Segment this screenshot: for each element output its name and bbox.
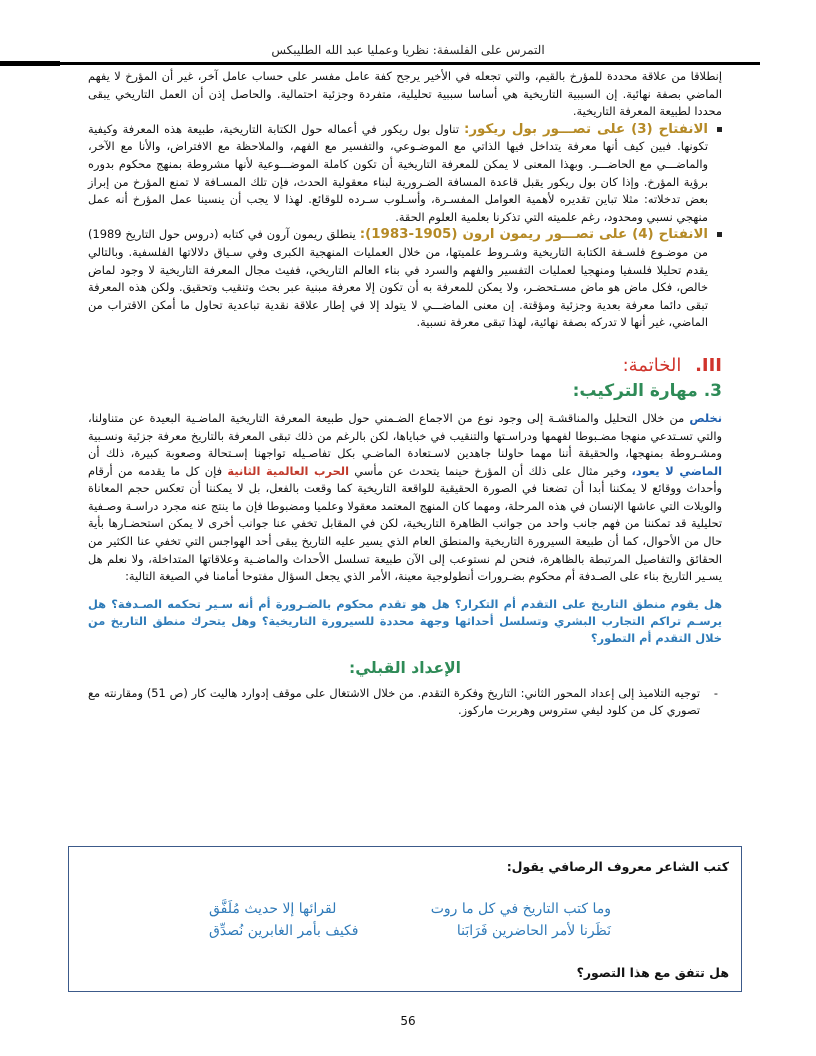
synthesis-skill-heading: 3. مهارة التركيب: [572, 380, 722, 401]
intro-paragraph: إنطلاقا من علاقة محددة للمؤرخ بالقيم، والتي تجعله في الأخير يرجح كفة عامل مفسر على حساب عامل آخر، غير أن المؤرخ لا يفهم الماضي بصفة نهائية. إن السببية التاريخية هي أساسا سببية تحليلية، متفردة وجزئية احتمالية. والحاصل إذن أن العمل التاريخي يبقى محددا لطبيعة المعرفة التاريخية. [88, 69, 722, 119]
verse-1-first-hemistich: وما كتب التاريخ في كل ما روت [430, 901, 611, 917]
dash-bullet: - [713, 685, 718, 700]
header-rule [60, 62, 760, 65]
pre-preparation-text: توجيه التلاميذ إلى إعداد المحور الثاني: التاريخ وفكرة التقدم. من خلال الاشتغال على موقف إدوارد هاليت كار (ص 51) ومقارنته مع تصوري كل من كلود ليفي ستروس وهربرت ماركوز. [88, 685, 701, 718]
synthesis-text-1: من خلال التحليل والمناقشـة إلى وجود نوع من الاجماع الضـمني حول طبيعة المعرفة التاريخية الماضـية البعيدة عن متناولنا، والتي تسـتدعي منهجا مضـبوطا لفهمها ودراسـتها والتنقيب في خباياها، لكن بالرغم من ذلك تبقى المعرفة بالتاريخ معرفة جزئية ونسـبية ومشـروطة بمنهجها، والحقيقة أننا مهما حاولنا جاهدين لاسـتعادة الماضـي بكل تفاصـيله تواجهنا إسـتحالة وصعوبة كبيرة، ذلك أن [88, 410, 722, 461]
running-header: التمرس على الفلسفة: نظريا وعمليا عبد الله الطليبكس [271, 43, 545, 57]
page-number: 56 [400, 1014, 416, 1028]
opener4-text: ينطلق ريمون آرون في كتابه (دروس حول التاريخ 1989) من موضـوع فلسـفة الكتابة التاريخية وشـروط علميتها، من خلال العمليات المنهجية الكبرى وفي سـياق دلالاتها الفلسفية. وبالتالي يقدم تحليلا فلسفيا ومنهجيا لعمليات التفسير والفهم والسرد في بناء العالم التاريخي، ففيث مجال المعرفة التاريخية لا وجود لماض خالص، فكل ماض هو ماض مسـتحضـر، ولا يمكن للمعرفة به أن تكون إلا معرفة مبنية عبر بحث وتنقيب وتحقيق. ولكن هذه المعرفة تبقى دائما معرفة بعدية وجزئية ومؤقتة. إن معنى الماضـــي لا يتولد إلا في إطار علاقة نقدية تباعدية تحاول ما أمكن الاقتراب من الماضي، غير أنها لا تدركه بصفة نهائية، لهذا تبقى معرفة نسبية. [88, 227, 708, 330]
opener3-title: الانفتاح (3) على تصـــور بول ريكور: [463, 121, 709, 137]
conclusion-title: الخاتمة: [622, 354, 682, 376]
verse-2-first-hemistich: نَظَرنا لأمر الحاضرين فَرَابَنا [456, 923, 611, 939]
pre-preparation-paragraph [88, 685, 722, 720]
opener4-title: الانفتاح (4) على تصـــور ريمون ارون (1905-1983): [359, 227, 709, 243]
main-content [88, 68, 722, 720]
opener3-text: تناول بول ريكور في أعماله حول الكتابة التاريخية، طبيعة هذه المعرفة وكيفية تكونها. فبين كيف أنها معرفة يتداخل فيها الذاتي مع الموضـوعي، والتفسير مع الفهم، والملاحظة مع الافتراض، والأنا مع الآخر، والماضـــي مع الحاضـــر. وبهذا المعنى لا يمكن للمعرفة التاريخية أن تكون كاملة الموضـــوعية لأنها مشروطة بمنهج محكوم بدوره برؤية المؤرخ. وإذا كان بول ريكور يقبل قاعدة المسافة الضـرورية لبناء معقولية الحدث، فإن تلك المسـافة لا تمنع المؤرخ من إبراز بعض تدخلاته: مثلا تباين تقديره لأهمية العوامل المفسـرة، وأسـلوب سـرده للوقائع. لهذا لا يجب أن ينسينا عمل المؤرخ أنه عمل منهجي نسبي ومحدود، رغم علميته التي تذكرنا بعلمية العلوم الحقة. [88, 121, 708, 224]
highlight-world-war: الحرب العالمية الثانية [227, 463, 349, 478]
poem-box-title: كتب الشاعر معروف الرصافي يقول: [506, 859, 729, 874]
poem-box-question: هل تتفق مع هذا التصور؟ [576, 965, 729, 980]
verse-1-second-hemistich: لقرائها إلا حديث مُلَفَّق [209, 901, 337, 917]
conclusion-heading [88, 354, 722, 378]
synthesis-text-3: فإن كل ما يقدمه من أرقام وأحداث ووقائع لا يمكننا أبدا أن تضعنا في الصورة الحقيقية للواقعة التاريخية كما وقعت بالفعل، بل لا يمكننا أن تعكس حجم المعاناة والويلات التي عاشها الإنسان في هذه المرحلة، ومهما كان المنهج المعتمد معقولا وعلميا ومضبوطا فإن ما ينتج عنه مجرد دراسـة وصـفية تحليلية قد تمكننا من فهم جانب واحد من جوانب الظاهرة التاريخية، لكن في المقابل تخفي عنا جوانب أخرى لا يمكن استحضـارها بأية حال من الأحوال، كما أن طبيعة السيرورة التاريخية والمنطق العام الذي يسير عليه التاريخ يبقى أحد الهواجس التي تخفي عنا الكثير من الحقائق والتفاصيل المرتبطة بالظاهرة، فنحن لم نستوعب إلى الآن طبيعة تسلسل الأحداث والماضـية وعلاقاتها المتداخلة، ولا نعلم هل يسـير التاريخ بناء على الصـدفة أم محكوم بضـرورات أنطولوجية معينة، الأمر الذي يجعل السؤال مفتوحا أمامنا في الصيغة التالية: [88, 463, 722, 584]
highlight-past-never-returns: الماضي لا يعود، [631, 463, 723, 478]
pre-preparation-heading: الإعداد القبلي: [349, 658, 461, 677]
conclusion-roman-numeral: III. [695, 354, 722, 376]
verse-2-second-hemistich: فكيف بأمر الغابرين نُصدِّق [209, 923, 359, 939]
synthesis-lead-word: نخلص [689, 410, 722, 425]
poem-box [68, 846, 742, 992]
square-bullet-icon [717, 127, 722, 132]
open-question: هل يقوم منطق التاريخ على التقدم أم التكرار؟ هل هو تقدم محكوم بالضـرورة أم أنه سـير تحكمه الصـدفة؟ هل يرسـم تراكم التجارب البشري وتسلسل أحداثها وجهة محددة للسيرورة التاريخية؟ وهل يتحرك منطق التاريخ من خلال التقدم أم التطور؟ [88, 596, 722, 645]
square-bullet-icon [717, 232, 722, 237]
synthesis-text-2: وخير مثال على ذلك أن المؤرخ حينما يتحدث عن مأسي [348, 463, 632, 478]
header-tab-bar [0, 61, 60, 66]
opener4-paragraph [88, 226, 722, 332]
opener3-paragraph [88, 121, 722, 227]
synthesis-paragraph [88, 410, 722, 586]
